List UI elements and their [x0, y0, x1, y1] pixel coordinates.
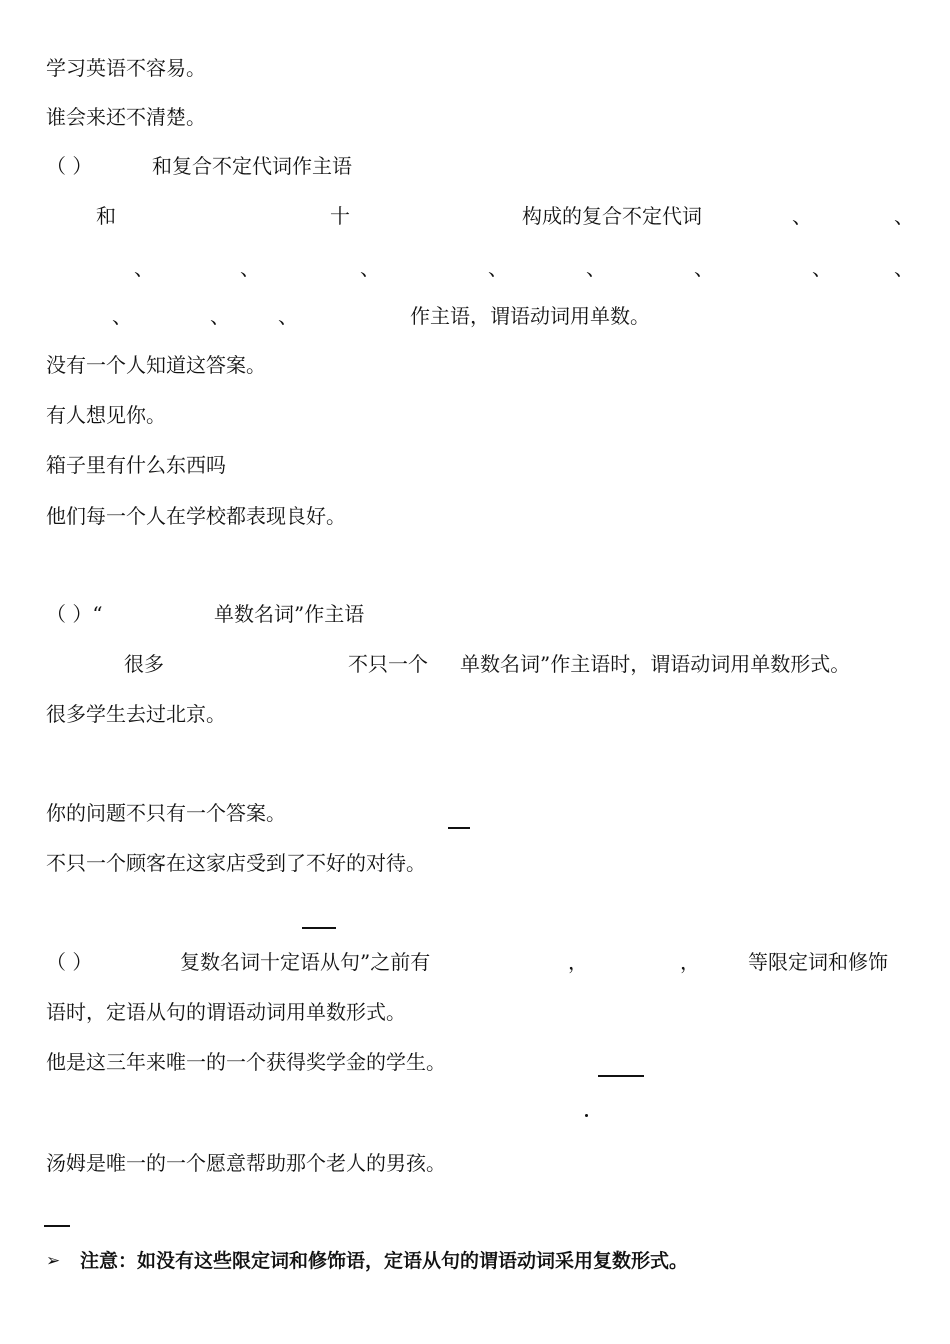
comma-mark: ， [680, 950, 700, 974]
sentence-anything-in-box: 箱子里有什么东西吗 [46, 453, 226, 477]
comma-mark: 、 [586, 256, 606, 280]
text-and: 和 [96, 204, 116, 228]
comma-mark: ， [568, 950, 588, 974]
section-heading-singular-noun: 单数名词”作主语 [214, 602, 365, 626]
sentence-more-than-one-answer: 你的问题不只有一个答案。 [46, 801, 286, 825]
text-more-than-one: 不只一个 [348, 652, 428, 676]
comma-mark: 、 [894, 204, 914, 228]
section-heading-compound-pronouns: 和复合不定代词作主语 [152, 154, 352, 178]
sentence-customer-treated: 不只一个顾客在这家店受到了不好的对待。 [46, 851, 426, 875]
comma-mark: 、 [360, 256, 380, 280]
sentence-each-of-them: 他们每一个人在学校都表现良好。 [46, 504, 346, 528]
comma-mark: 、 [112, 304, 132, 328]
blank-underline [44, 1225, 70, 1227]
text-compound-pronoun-rule: 构成的复合不定代词 [522, 204, 702, 228]
section-heading-plural-noun: 复数名词十定语从句”之前有 [180, 950, 431, 974]
comma-mark: 、 [488, 256, 508, 280]
section-paren: （ ） [46, 950, 93, 974]
comma-mark: 、 [134, 256, 154, 280]
sentence-learning-english: 学习英语不容易。 [46, 56, 206, 80]
comma-mark: 、 [278, 304, 298, 328]
text-singular-verb-rule: 作主语，谓语动词用单数。 [410, 304, 650, 328]
note-bullet-icon: ➢ [46, 1251, 61, 1271]
blank-underline [302, 927, 336, 929]
text-singular-clause-rule: 语时，定语从句的谓语动词用单数形式。 [46, 1000, 406, 1024]
sentence-only-student: 他是这三年来唯一的一个获得奖学金的学生。 [46, 1050, 446, 1074]
comma-mark: 、 [694, 256, 714, 280]
comma-mark: 、 [240, 256, 260, 280]
section-paren: （ ） [46, 154, 93, 178]
comma-mark: 、 [792, 204, 812, 228]
sentence-someone-wants: 有人想见你。 [46, 403, 166, 427]
sentence-many-students: 很多学生去过北京。 [46, 702, 226, 726]
text-plus: 十 [330, 204, 350, 228]
comma-mark: 、 [210, 304, 230, 328]
period-dot [585, 1114, 588, 1117]
text-determiner-rule: 等限定词和修饰 [748, 950, 888, 974]
sentence-nobody-knows: 没有一个人知道这答案。 [46, 353, 266, 377]
blank-underline [448, 827, 470, 829]
text-singular-noun-rule: 单数名词”作主语时，谓语动词用单数形式。 [460, 652, 851, 676]
text-many: 很多 [124, 652, 164, 676]
blank-underline [598, 1075, 644, 1077]
note-text: 注意：如没有这些限定词和修饰语，定语从句的谓语动词采用复数形式。 [80, 1250, 689, 1272]
sentence-who-will-come: 谁会来还不清楚。 [46, 105, 206, 129]
comma-mark: 、 [812, 256, 832, 280]
sentence-only-boy: 汤姆是唯一的一个愿意帮助那个老人的男孩。 [46, 1151, 446, 1175]
comma-mark: 、 [894, 256, 914, 280]
section-paren: （ ）“ [46, 602, 103, 626]
